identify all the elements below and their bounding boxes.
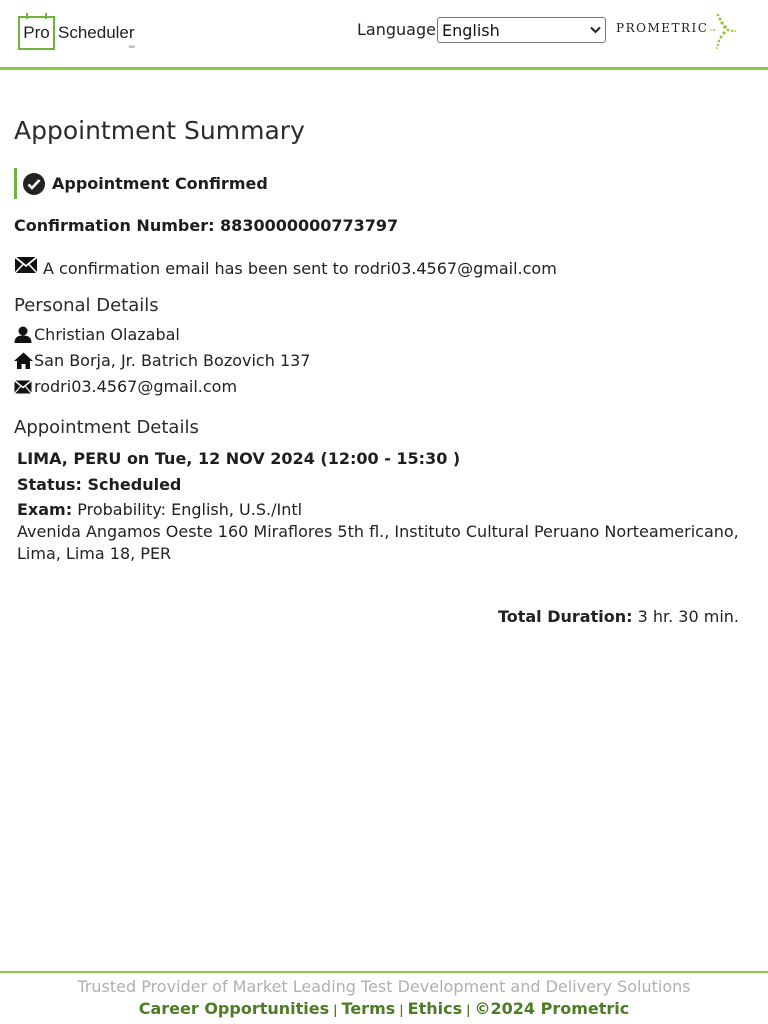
- email-notice-text: A confirmation email has been sent to rodri03.4567@gmail.com: [43, 259, 557, 278]
- confirmation-banner: [14, 168, 268, 199]
- page-title: Appointment Summary: [14, 116, 305, 145]
- personal-email-row: [14, 377, 237, 396]
- language-selected-value: English: [442, 20, 500, 40]
- appointment-location-datetime: LIMA, PERU on Tue, 12 NOV 2024 (12:00 - 15:30 ): [17, 449, 461, 468]
- test-center-address: Avenida Angamos Oeste 160 Miraflores 5th fl., Instituto Cultural Peruano Norteamericano, Lima, Lima 18, PER: [17, 522, 739, 563]
- total-duration: [498, 607, 739, 626]
- prometric-logo-text: PROMETRIC: [616, 21, 709, 35]
- envelope-icon: [14, 256, 38, 278]
- email-notice: [14, 256, 557, 278]
- footer: [0, 971, 768, 1024]
- logo-calendar-box: [18, 16, 55, 50]
- header: [0, 0, 768, 70]
- confirmation-number: Confirmation Number: 8830000000773797: [14, 216, 399, 235]
- footer-separator: |: [466, 1003, 471, 1017]
- personal-name-row: [14, 325, 180, 344]
- prometric-dots-icon: [708, 12, 738, 50]
- chevron-down-icon: [590, 24, 601, 37]
- personal-details-heading: Personal Details: [14, 295, 159, 316]
- envelope-icon: [14, 378, 34, 396]
- logo-sm-mark: SM: [128, 44, 135, 49]
- exam-label: Exam:: [17, 500, 73, 519]
- exam-value: Probability: English, U.S./Intl: [77, 500, 303, 519]
- logo-scheduler-word: Scheduler: [58, 23, 135, 42]
- language-label: Language: [357, 20, 436, 39]
- personal-address: San Borja, Jr. Batrich Bozovich 137: [34, 351, 311, 370]
- footer-link-ethics[interactable]: Ethics: [407, 999, 463, 1018]
- footer-link-copyright[interactable]: ©2024 Prometric: [474, 999, 630, 1018]
- language-select[interactable]: [437, 17, 606, 43]
- personal-name: Christian Olazabal: [34, 325, 180, 344]
- appointment-details-heading: Appointment Details: [14, 417, 199, 438]
- check-circle-icon: [23, 173, 45, 195]
- footer-link-careers[interactable]: Career Opportunities: [138, 999, 330, 1018]
- logo-pro-text: Pro: [23, 23, 50, 42]
- proscheduler-logo[interactable]: [18, 12, 135, 50]
- home-icon: [14, 352, 34, 370]
- confirmation-status-text: Appointment Confirmed: [52, 174, 268, 193]
- footer-tagline: Trusted Provider of Market Leading Test Development and Delivery Solutions: [77, 977, 691, 996]
- total-duration-label: Total Duration:: [497, 607, 633, 626]
- footer-separator: |: [399, 1003, 404, 1017]
- logo-scheduler-text: [58, 23, 135, 49]
- footer-links: [0, 999, 768, 1018]
- appointment-exam: [17, 500, 302, 519]
- prometric-logo[interactable]: [616, 12, 738, 50]
- footer-separator: |: [333, 1003, 338, 1017]
- personal-address-row: [14, 351, 310, 370]
- user-icon: [14, 326, 34, 344]
- footer-link-terms[interactable]: Terms: [341, 999, 396, 1018]
- personal-email: rodri03.4567@gmail.com: [34, 377, 238, 396]
- total-duration-value: 3 hr. 30 min.: [637, 607, 739, 626]
- appointment-status: Status: Scheduled: [17, 475, 182, 494]
